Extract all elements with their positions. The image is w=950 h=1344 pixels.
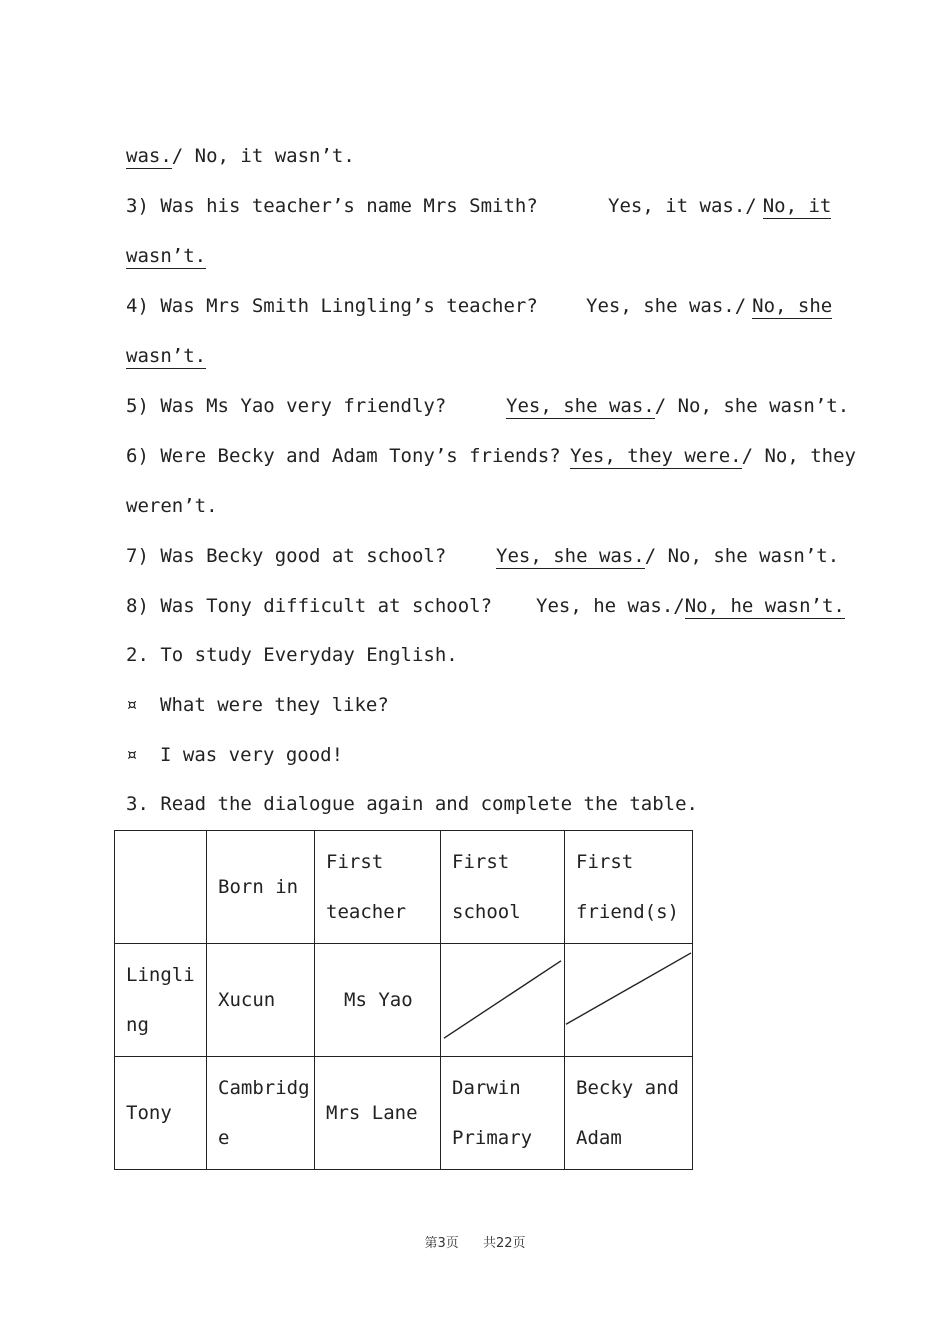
question-text: 6) Were Becky and Adam Tony’s friends?	[126, 445, 561, 467]
bullet-icon: ¤	[126, 744, 138, 766]
question-text: 8) Was Tony difficult at school?	[126, 595, 493, 617]
bullet-item-1	[126, 690, 832, 720]
table-header-row	[115, 831, 693, 944]
question-text: 5) Was Ms Yao very friendly?	[126, 395, 447, 417]
section-2-heading: 2. To study Everyday English.	[126, 644, 458, 666]
page-total: 共22页	[482, 1236, 526, 1251]
alt-answer: Yes, he was./	[536, 595, 685, 617]
table-cell-teacher: Mrs Lane	[315, 1057, 441, 1170]
table-cell-school: Darwin Primary	[441, 1057, 565, 1170]
question-4-cont	[126, 341, 832, 371]
diagonal-slash	[441, 944, 564, 1056]
answer-blank: Yes, she was.	[496, 545, 645, 567]
page-footer	[0, 1232, 950, 1251]
alt-answer: Yes, it was./	[608, 195, 757, 217]
table-cell-born: Xucun	[207, 944, 315, 1057]
table-header-cell: First friend(s)	[565, 831, 693, 944]
question-6	[126, 441, 856, 471]
table-cell-school-empty	[441, 944, 565, 1057]
table-cell-name: Lingling	[115, 944, 207, 1057]
table-row	[115, 944, 693, 1057]
page-number: 第3页	[424, 1236, 459, 1251]
table-header-cell: First school	[441, 831, 565, 944]
table-cell-name: Tony	[115, 1057, 207, 1170]
answer-blank: Yes, they were.	[570, 445, 742, 467]
line-1	[126, 141, 832, 171]
info-table	[114, 830, 693, 1170]
answer-blank: wasn’t.	[126, 245, 207, 267]
answer-blank: No, it	[762, 195, 832, 217]
bullet-icon: ¤	[126, 694, 138, 716]
alt-answer: Yes, she was./	[586, 295, 747, 317]
table-header-cell: Born in	[207, 831, 315, 944]
question-3	[126, 191, 832, 221]
alt-answer: / No, she wasn’t.	[654, 395, 850, 417]
table-cell-friends: Becky and Adam	[565, 1057, 693, 1170]
bullet-text: I was very good!	[160, 744, 344, 766]
question-text: 7) Was Becky good at school?	[126, 545, 447, 567]
table-row	[115, 1057, 693, 1170]
question-text: 3) Was his teacher’s name Mrs Smith?	[126, 195, 538, 217]
table-cell-friends-empty	[565, 944, 693, 1057]
answer-blank: No, she	[752, 295, 833, 317]
alt-answer: / No, it wasn’t.	[171, 145, 355, 167]
alt-answer: weren’t.	[126, 495, 218, 517]
question-text: 4) Was Mrs Smith Lingling’s teacher?	[126, 295, 538, 317]
alt-answer: / No, they	[741, 445, 856, 467]
answer-blank: wasn’t.	[126, 345, 207, 367]
question-5	[126, 391, 850, 421]
question-8	[126, 591, 845, 621]
answer-blank: No, he wasn’t.	[684, 595, 845, 617]
answer-blank: Yes, she was.	[506, 395, 655, 417]
question-3-cont	[126, 241, 832, 271]
table-header-cell	[115, 831, 207, 944]
table-cell-teacher: Ms Yao	[315, 944, 441, 1057]
alt-answer: / No, she wasn’t.	[644, 545, 840, 567]
bullet-item-2	[126, 740, 832, 770]
table-header-cell: First teacher	[315, 831, 441, 944]
question-6-cont	[126, 491, 832, 521]
question-4	[126, 291, 832, 321]
table-cell-born: Cambridge	[207, 1057, 315, 1170]
bullet-text: What were they like?	[160, 694, 389, 716]
answer-blank: was.	[126, 145, 172, 167]
section-3-heading: 3. Read the dialogue again and complete the table.	[126, 793, 698, 815]
question-7	[126, 541, 840, 571]
diagonal-slash	[565, 944, 692, 1056]
